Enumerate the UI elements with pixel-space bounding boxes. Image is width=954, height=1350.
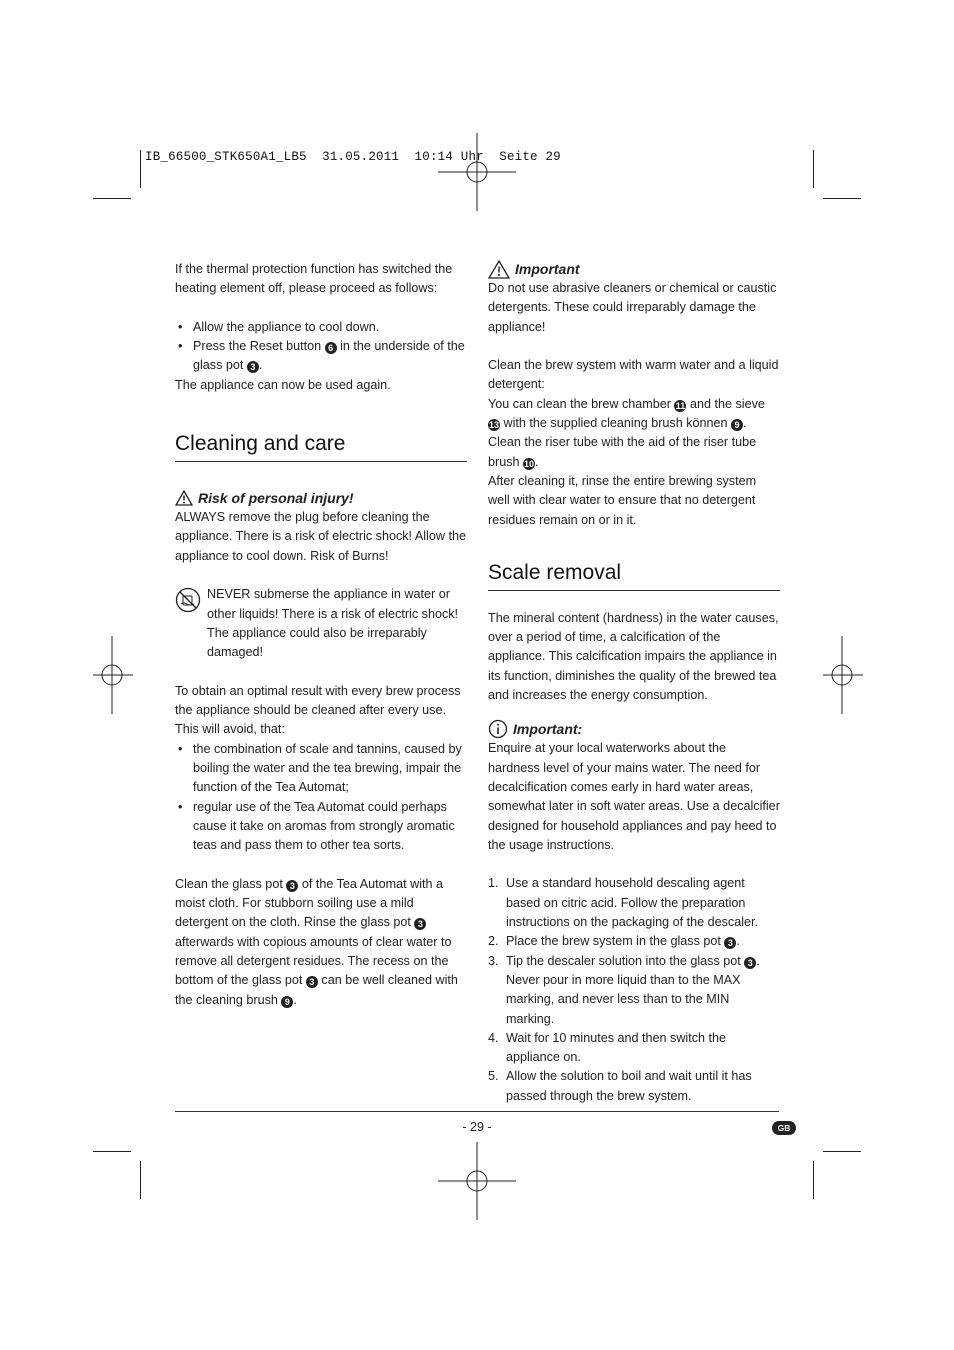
reset-steps <box>175 318 467 376</box>
list-item: 5. Allow the solution to boil and wait until it has passed through the brew system. <box>488 1069 752 1103</box>
list-item: • regular use of the Tea Automat could perhaps cause it take on aromas from strongly aromatic teas and pass them to other tea sorts. <box>175 798 467 856</box>
part-number-badge: 3 <box>724 937 736 949</box>
risk-heading: Risk of personal injury! <box>175 488 467 508</box>
descale-steps <box>488 874 780 1106</box>
list-item: 3. Tip the descaler solution into the glass pot 3 . Never pour in more liquid than to the MAX marking, and never less than to the MIN marking. <box>488 953 760 1026</box>
part-number-badge: 11 <box>675 400 686 411</box>
print-header: IB_66500_STK650A1_LB5 31.05.2011 10:14 Uhr Seite 29 <box>145 150 561 164</box>
important-text: Do not use abrasive cleaners or chemical or caustic detergents. These could irreparably damage the appliance! <box>488 281 777 334</box>
scale-text: The mineral content (hardness) in the water causes, over a period of time, a calcification of the appliance. This calcification impairs the appliance in its function, diminishes the quality of the brewed tea and increases the energy consumption. <box>488 610 779 703</box>
part-number-badge: 6 <box>325 342 337 354</box>
optimal-text: To obtain an optimal result with every brew process the appliance should be cleaned after every use. This will avoid, that: <box>175 683 461 737</box>
part-number-badge: 3 <box>306 976 318 988</box>
registration-mark-top <box>438 133 516 211</box>
cleaning-title: Cleaning and care <box>175 431 467 462</box>
important-heading: Important <box>488 259 780 279</box>
part-number-badge: 9 <box>281 996 293 1008</box>
list-item: • Allow the appliance to cool down. <box>175 318 467 337</box>
list-item: 2. Place the brew system in the glass pot 3 . <box>488 934 740 949</box>
risk-text: ALWAYS remove the plug before cleaning the appliance. There is a risk of electric shock! Allow the appliance to cool down. Risk of Burns! <box>175 510 466 563</box>
rinse-text: After cleaning it, rinse the entire brewing system well with clear water to ensure that no detergent residues remain on or in it. <box>488 473 757 527</box>
part-number-badge: 3 <box>414 918 426 930</box>
warning-triangle-icon <box>488 260 510 279</box>
registration-mark-left <box>93 636 133 714</box>
left-column <box>175 260 467 1010</box>
no-water-immersion-icon <box>175 587 201 613</box>
warning-triangle-icon <box>175 490 193 506</box>
part-number-badge: 13 <box>488 420 499 431</box>
part-number-badge: 3 <box>744 957 756 969</box>
list-item: • the combination of scale and tannins, caused by boiling the water and the tea brewing, impair the function of the Tea Automat; <box>175 740 467 798</box>
info-icon <box>488 719 508 739</box>
registration-mark-right <box>823 636 863 714</box>
brew-text: Clean the brew system with warm water and a liquid detergent: <box>488 358 779 392</box>
part-number-badge: 10 <box>524 458 535 469</box>
part-number-badge: 3 <box>247 361 259 373</box>
thermal-intro: If the thermal protection function has switched the heating element off, please proceed as follows: <box>175 262 453 296</box>
right-column <box>488 259 780 1106</box>
glass-pot-text: Clean the glass pot 3 of the Tea Automat with a moist cloth. For stubborn soiling use a mild detergent on the cloth. Rinse the glass pot 3 afterwards with copious amounts of clear water to remove all detergent residues. The recess on the bottom of the glass pot 3 can be well cleaned with the cleaning brush 9 . <box>175 876 458 1007</box>
footer-rule <box>175 1111 779 1112</box>
avoid-list <box>175 740 467 856</box>
chamber-text: You can clean the brew chamber 11 and the sieve 13 with the supplied cleaning brush können 9 . Clean the riser tube with the aid of the riser tube brush 10. <box>488 396 765 469</box>
reset-result: The appliance can now be used again. <box>175 377 391 392</box>
info-heading: Important: <box>488 719 780 739</box>
registration-mark-bottom <box>438 1142 516 1220</box>
language-badge: GB <box>772 1121 796 1135</box>
scale-removal-title: Scale removal <box>488 560 780 591</box>
no-submerse-warning: NEVER submerse the appliance in water or other liquids! There is a risk of electric shock! The appliance could also be irreparably damaged! <box>175 585 467 662</box>
part-number-badge: 9 <box>731 419 743 431</box>
part-number-badge: 3 <box>286 880 298 892</box>
page-number: - 29 - <box>462 1120 492 1134</box>
list-item: 1. Use a standard household descaling agent based on citric acid. Follow the preparation instructions on the packaging of the descaler. <box>488 876 759 930</box>
list-item: 4. Wait for 10 minutes and then switch the appliance on. <box>488 1030 727 1065</box>
list-item: • Press the Reset button 6 in the underside of the glass pot 3 . <box>175 337 467 376</box>
info-text: Enquire at your local waterworks about the hardness level of your mains water. The need for decalcification comes early in hard water areas, somewhat later in soft water areas. Use a decalcifier designed for household appliances and pay heed to the usage instructions. <box>488 741 780 852</box>
